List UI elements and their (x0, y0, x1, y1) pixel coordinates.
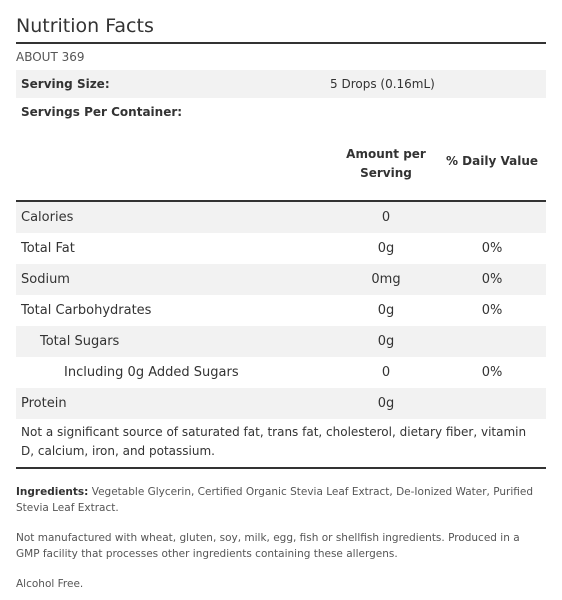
nutrient-row-protein (16, 388, 546, 419)
nutrient-daily-value: 0% (481, 365, 503, 380)
nutrient-amount: 0g (377, 334, 395, 349)
ingredients-label: Ingredients: (16, 486, 89, 498)
nutrient-amount: 0 (381, 210, 391, 225)
panel-title: Nutrition Facts (16, 15, 154, 37)
alcohol-statement: Alcohol Free. (16, 578, 84, 590)
nutrient-name: Total Carbohydrates (21, 303, 152, 318)
nutrient-name: Protein (21, 396, 67, 411)
nutrient-row-total-fat (16, 233, 546, 264)
nutrient-daily-value: 0% (481, 303, 503, 318)
ingredients-text (16, 484, 538, 516)
allergen-statement: Not manufactured with wheat, gluten, soy, milk, egg, fish or shellfish ingredients. Produced in a GMP facility that processes other ingredients containing these allergens. (16, 532, 520, 560)
nutrition-facts-panel (16, 0, 546, 469)
amount-header-line1: Amount per (346, 147, 426, 161)
amount-header-line2: Serving (360, 166, 412, 180)
nutrient-name: Total Sugars (40, 334, 120, 349)
nutrient-name: Including 0g Added Sugars (64, 365, 239, 380)
servings-per-container-row (16, 98, 546, 126)
panel-footnote: Not a significant source of saturated fat, trans fat, cholesterol, dietary fiber, vitamin D, calcium, iron, and potassium. (21, 425, 527, 458)
footnote-divider (16, 467, 546, 469)
servings-per-container-label: Servings Per Container: (21, 105, 183, 119)
nutrient-row-calories (16, 202, 546, 233)
nutrient-amount: 0g (377, 241, 395, 256)
nutrient-amount: 0g (377, 303, 395, 318)
nutrient-name: Sodium (21, 272, 70, 287)
amount-per-serving-header (343, 145, 429, 183)
serving-size-value: 5 Drops (0.16mL) (330, 77, 435, 91)
nutrient-amount: 0mg (371, 272, 401, 287)
nutrient-amount: 0g (377, 396, 395, 411)
serving-size-row (16, 70, 546, 98)
servings-about: ABOUT 369 (16, 50, 85, 64)
daily-value-header: % Daily Value (445, 154, 538, 168)
serving-size-label: Serving Size: (21, 77, 110, 91)
ingredients-list: Vegetable Glycerin, Certified Organic Stevia Leaf Extract, De-Ionized Water, Purified Stevia Leaf Extract. (16, 486, 533, 514)
nutrient-row-total-carbohydrates (16, 295, 546, 326)
nutrient-name: Calories (21, 210, 74, 225)
nutrient-daily-value: 0% (481, 272, 503, 287)
nutrient-amount: 0 (381, 365, 391, 380)
column-header (16, 126, 546, 200)
nutrient-row-sodium (16, 264, 546, 295)
nutrient-name: Total Fat (21, 241, 75, 256)
nutrient-row-added-sugars (16, 357, 546, 388)
nutrient-row-total-sugars (16, 326, 546, 357)
nutrient-daily-value: 0% (481, 241, 503, 256)
